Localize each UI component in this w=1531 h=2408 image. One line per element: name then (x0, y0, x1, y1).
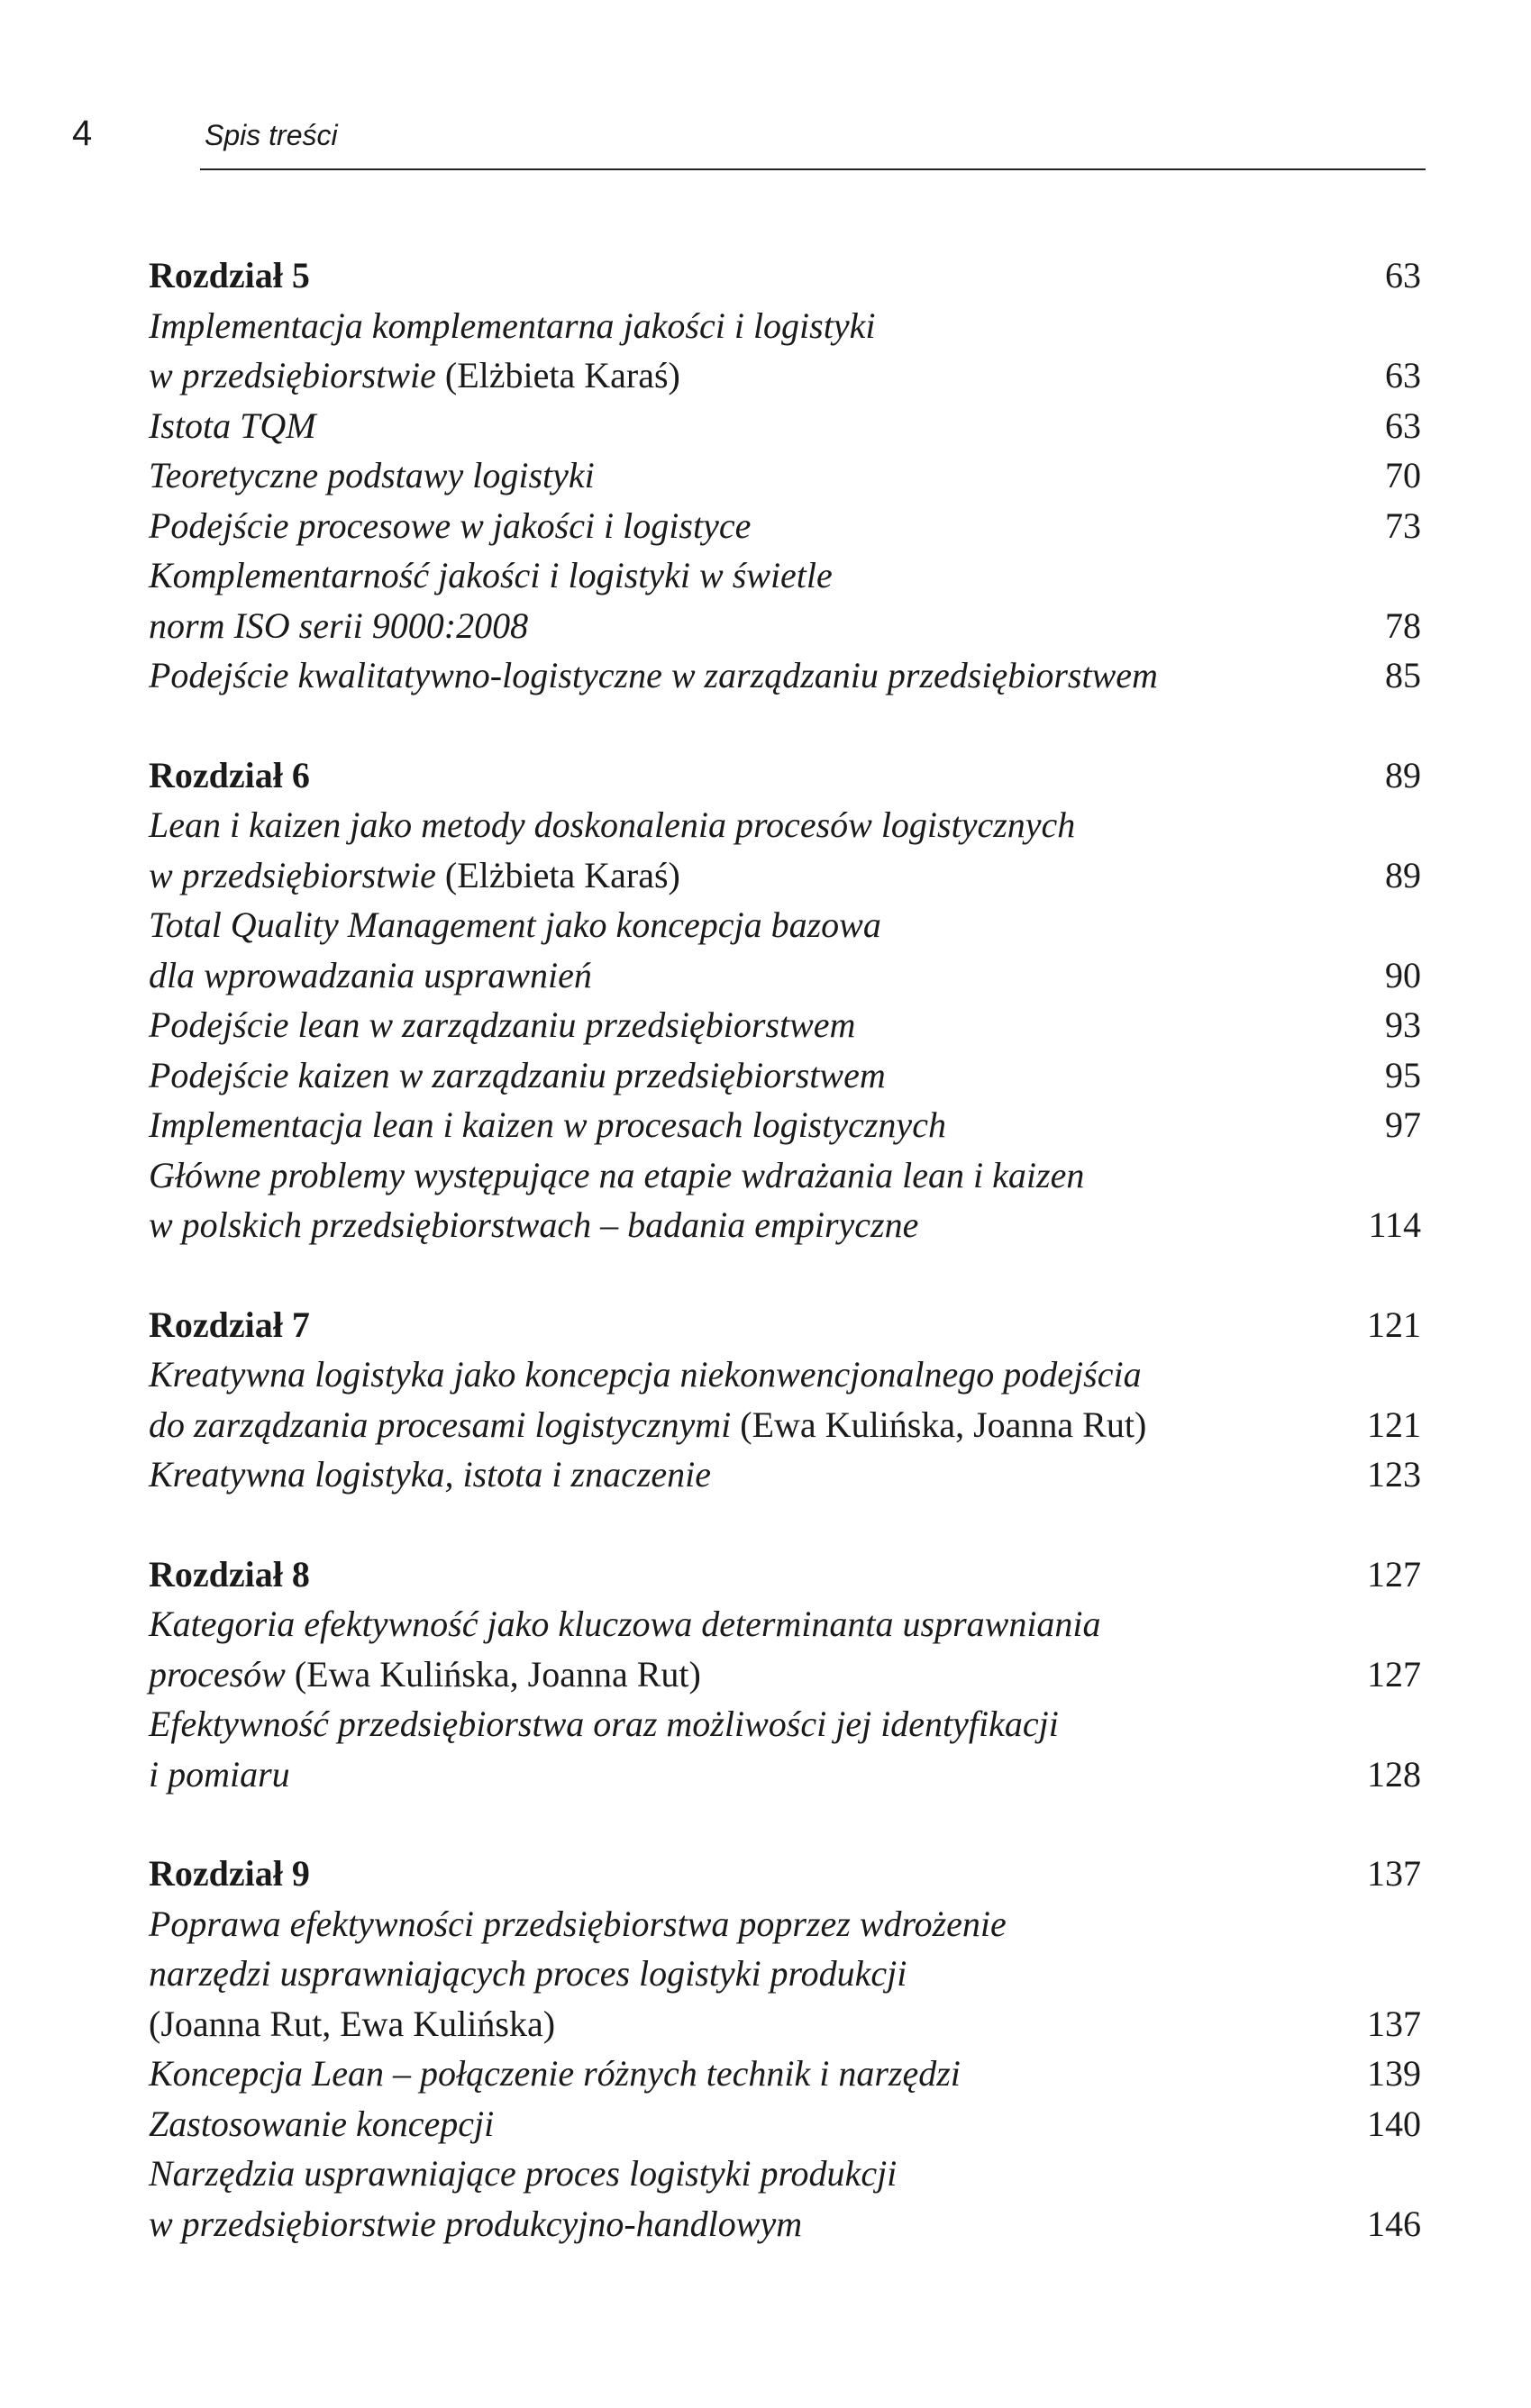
chapter-section (149, 1549, 1421, 1800)
toc-entry-title-text: narzędzi usprawniających proces logistyki produkcji (149, 1953, 907, 1994)
toc-entry-line (149, 2099, 1421, 2149)
toc-entry-page-number: 89 (1385, 854, 1421, 895)
header-rule (200, 168, 1426, 170)
toc-entry-page-number: 70 (1385, 455, 1421, 495)
toc-entry-title-text: Istota TQM (149, 404, 316, 446)
chapter-page-number: 89 (1385, 754, 1421, 795)
toc-entry-title (149, 555, 833, 595)
toc-entry-title (149, 405, 316, 446)
toc-entry-page-number: 63 (1385, 404, 1421, 446)
chapter-heading-text: Rozdział 9 (149, 1853, 310, 1894)
toc-entry-page-number: 146 (1367, 2203, 1421, 2244)
toc-entry-line (149, 1999, 1421, 2049)
toc-entry-title-text: Kreatywna logistyka jako koncepcja niekonwencjonalnego podejścia (149, 1354, 1142, 1395)
chapter-heading-text: Rozdział 5 (149, 255, 310, 295)
toc-entry-page-number: 93 (1385, 1004, 1421, 1045)
toc-entry-page-number: 127 (1367, 1653, 1421, 1695)
toc-entry-title (149, 2204, 802, 2244)
toc-entry-page-number: 140 (1367, 2103, 1421, 2144)
toc-entry-title-text: norm ISO serii 9000:2008 (149, 604, 529, 646)
toc-entry-title (149, 605, 528, 646)
page-header (72, 115, 1424, 169)
toc-entry-page-number: 123 (1367, 1454, 1421, 1495)
toc-entry-title-text: Lean i kaizen jako metody doskonalenia procesów logistycznych (149, 804, 1076, 845)
toc-entry-title (149, 1704, 1059, 1744)
toc-entry-title (149, 505, 751, 546)
toc-entry-line (149, 301, 1421, 351)
toc-entry-title-text: Efektywność przedsiębiorstwa oraz możliwości jej identyfikacji (149, 1704, 1059, 1744)
toc-entry-title (149, 904, 881, 945)
toc-entry-title-text: Główne problemy występujące na etapie wdrażania lean i kaizen (149, 1154, 1085, 1195)
toc-entry-title (149, 1155, 1084, 1195)
toc-entry-title-text: dla wprowadzania usprawnień (149, 954, 592, 995)
toc-entry-title-text: Kreatywna logistyka, istota i znaczenie (149, 1454, 712, 1495)
toc-entry-author: (Joanna Rut, Ewa Kulińska) (149, 2003, 556, 2044)
chapter-section (149, 1849, 1421, 2249)
toc-entry-author: (Ewa Kulińska, Joanna Rut) (731, 1404, 1147, 1445)
toc-entry-title (149, 1204, 918, 1245)
toc-entry-line (149, 1749, 1421, 1800)
chapter-heading-text: Rozdział 7 (149, 1304, 310, 1345)
chapter-section (149, 1300, 1421, 1500)
toc-entry-title-text: do zarządzania procesami logistycznymi (149, 1404, 732, 1445)
toc-entry-page-number: 73 (1385, 504, 1421, 546)
toc-entry-line (149, 350, 1421, 401)
toc-entry-line (149, 1899, 1421, 1949)
toc-entry-title-text: Implementacja lean i kaizen w procesach logistycznych (149, 1104, 946, 1145)
toc-entry-line (149, 1649, 1421, 1700)
toc-entry-page-number: 137 (1367, 2003, 1421, 2044)
toc-entry-line (149, 501, 1421, 551)
toc-entry-page-number: 90 (1385, 954, 1421, 995)
chapter-heading-text: Rozdział 6 (149, 754, 310, 795)
toc-entry-title (149, 455, 595, 495)
toc-entry-page-number: 128 (1367, 1753, 1421, 1795)
toc-entry-line (149, 900, 1421, 950)
toc-entry-title-text: Podejście procesowe w jakości i logistyce (149, 504, 752, 546)
toc-entry-line (149, 950, 1421, 1001)
toc-entry-author: (Ewa Kulińska, Joanna Rut) (285, 1653, 701, 1695)
toc-entry-title (149, 355, 680, 395)
toc-entry-title (149, 2004, 555, 2044)
toc-entry-line (149, 1050, 1421, 1101)
toc-entry-title-text: Teoretyczne podstawy logistyki (149, 455, 595, 495)
toc-entry-page-number: 63 (1385, 355, 1421, 395)
chapter-heading (149, 1849, 1421, 1899)
toc-entry-line (149, 1200, 1421, 1250)
toc-entry-page-number: 78 (1385, 604, 1421, 646)
toc-entry-title-text: procesów (149, 1653, 286, 1695)
toc-entry-title (149, 1953, 907, 1994)
toc-entry-page-number: 97 (1385, 1104, 1421, 1145)
toc-entry-line (149, 1000, 1421, 1050)
chapter-page-number: 127 (1367, 1553, 1421, 1595)
toc-entry-page-number: 95 (1385, 1054, 1421, 1095)
toc-entry-line (149, 1349, 1421, 1400)
toc-entry-line (149, 1699, 1421, 1749)
toc-entry-title-text: Podejście lean w zarządzaniu przedsiębiorstwem (149, 1004, 856, 1045)
chapter-heading (149, 250, 1421, 301)
toc-entry-line (149, 1400, 1421, 1450)
page-number: 4 (72, 114, 93, 153)
chapter-page-number: 121 (1367, 1304, 1421, 1345)
toc-entry-title (149, 1004, 855, 1045)
toc-entry-title-text: Poprawa efektywności przedsiębiorstwa poprzez wdrożenie (149, 1903, 1007, 1944)
toc-entry-title (149, 1354, 1142, 1395)
toc-entry-line (149, 850, 1421, 901)
toc-entry-page-number: 114 (1368, 1204, 1421, 1245)
chapter-heading (149, 1300, 1421, 1350)
toc-entry-author: (Elżbieta Karaś) (435, 854, 680, 895)
toc-entry-line (149, 1599, 1421, 1649)
toc-entry-line (149, 1100, 1421, 1150)
toc-entry-title (149, 2153, 897, 2194)
toc-entry-title (149, 1404, 1146, 1445)
toc-entry-title-text: w polskich przedsiębiorstwach – badania empiryczne (149, 1204, 919, 1245)
toc-entry-line (149, 550, 1421, 601)
toc-entry-title (149, 804, 1075, 845)
toc-entry-title-text: w przedsiębiorstwie (149, 854, 436, 895)
toc-entry-line (149, 401, 1421, 451)
toc-entry-title (149, 1754, 290, 1795)
toc-entry-title-text: Kategoria efektywność jako kluczowa determinanta usprawniania (149, 1604, 1101, 1644)
toc-entry-line (149, 1949, 1421, 1999)
chapter-heading (149, 750, 1421, 801)
toc-entry-page-number: 139 (1367, 2053, 1421, 2094)
toc-entry-title-text: i pomiaru (149, 1753, 290, 1795)
chapter-page-number: 137 (1367, 1853, 1421, 1894)
toc-entry-title (149, 305, 875, 346)
toc-entry-title (149, 655, 1158, 695)
toc-entry-title (149, 2104, 494, 2144)
chapter-section (149, 750, 1421, 1250)
toc-entry-title (149, 1055, 886, 1095)
toc-entry-title (149, 1104, 946, 1145)
toc-entry-title (149, 2053, 961, 2094)
toc-entry-line (149, 2199, 1421, 2249)
toc-entry-line (149, 601, 1421, 651)
toc-entry-line (149, 2149, 1421, 2199)
toc-entry-title-text: Zastosowanie koncepcji (149, 2103, 495, 2144)
toc-entry-line (149, 650, 1421, 701)
toc-entry-title-text: Podejście kwalitatywno-logistyczne w zarządzaniu przedsiębiorstwem (149, 655, 1158, 695)
toc-entry-title-text: Implementacja komplementarna jakości i logistyki (149, 304, 876, 346)
toc-entry-line (149, 1150, 1421, 1201)
toc-entry-title (149, 955, 592, 995)
toc-entry-title-text: w przedsiębiorstwie (149, 355, 436, 395)
toc-entry-title-text: Narzędzia usprawniające proces logistyki produkcji (149, 2153, 898, 2194)
toc-entry-author: (Elżbieta Karaś) (435, 355, 680, 395)
toc-entry-title-text: Koncepcja Lean – połączenie różnych technik i narzędzi (149, 2053, 961, 2094)
toc-entry-title-text: Komplementarność jakości i logistyki w świetle (149, 555, 833, 595)
table-of-contents (149, 250, 1421, 2298)
chapter-heading (149, 1549, 1421, 1600)
toc-entry-line (149, 1449, 1421, 1500)
toc-entry-line (149, 2049, 1421, 2099)
toc-entry-title (149, 855, 680, 895)
chapter-section (149, 250, 1421, 701)
toc-entry-page-number: 85 (1385, 655, 1421, 695)
toc-entry-title (149, 1654, 701, 1695)
toc-entry-title (149, 1604, 1101, 1644)
chapter-heading-text: Rozdział 8 (149, 1553, 310, 1595)
toc-entry-page-number: 121 (1367, 1404, 1421, 1445)
toc-entry-title-text: w przedsiębiorstwie produkcyjno-handlowym (149, 2203, 803, 2244)
toc-entry-line (149, 450, 1421, 501)
running-title: Spis treści (205, 119, 338, 151)
toc-entry-line (149, 800, 1421, 850)
toc-entry-title (149, 1904, 1007, 1944)
toc-entry-title-text: Total Quality Management jako koncepcja bazowa (149, 904, 881, 945)
chapter-page-number: 63 (1385, 255, 1421, 295)
toc-entry-title (149, 1454, 711, 1495)
toc-entry-title-text: Podejście kaizen w zarządzaniu przedsiębiorstwem (149, 1054, 886, 1095)
